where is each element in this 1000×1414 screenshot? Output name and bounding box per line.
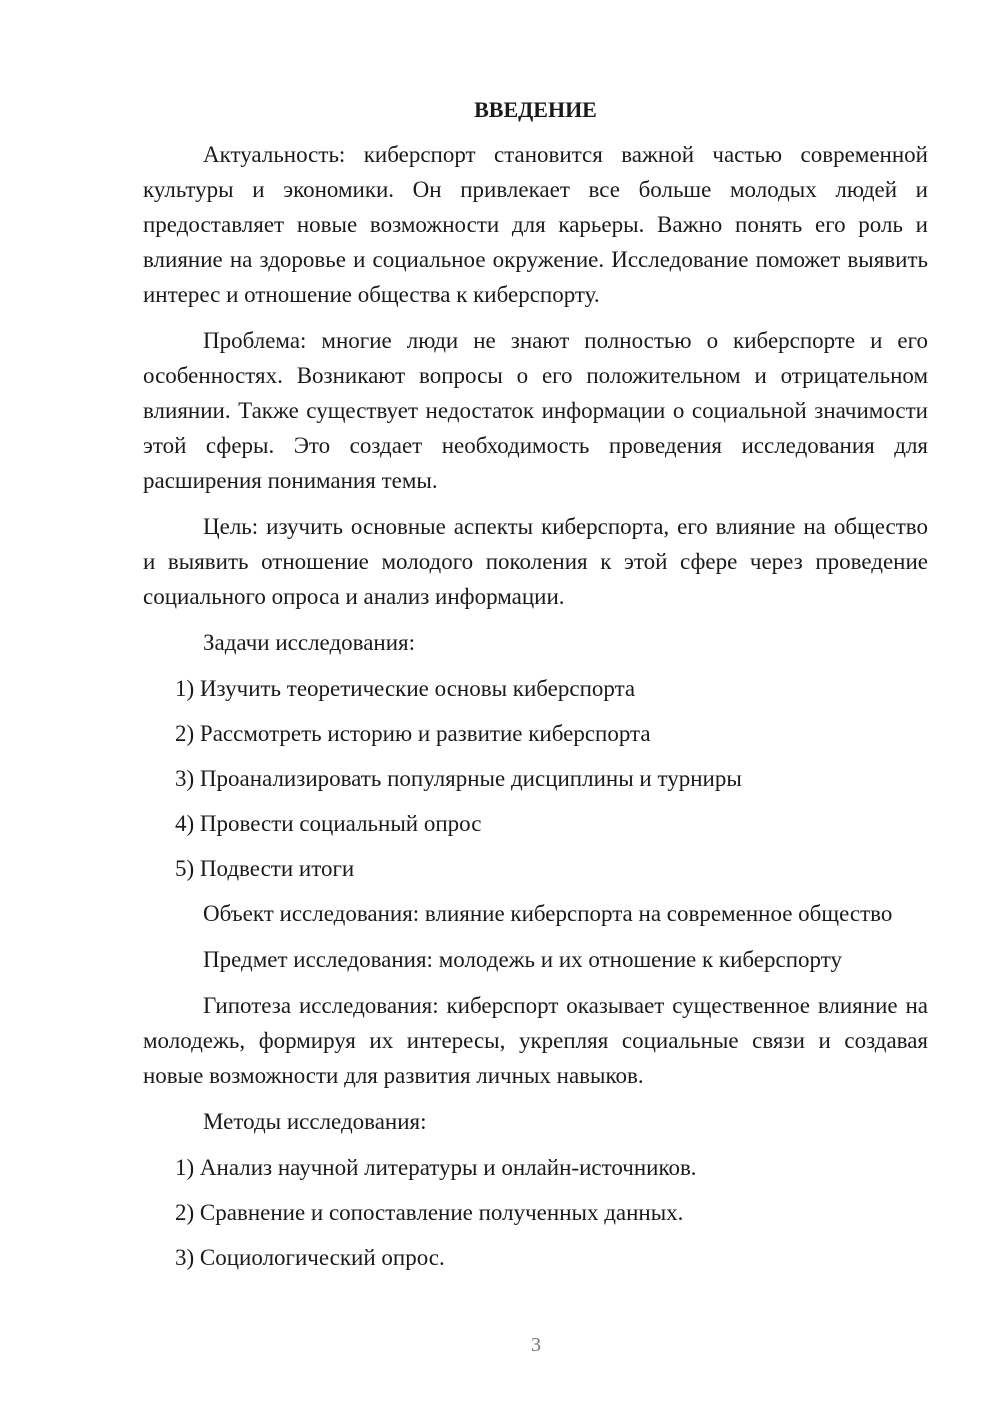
relevance-paragraph: Актуальность: киберспорт становится важной частью современной культуры и экономики. Он привлекает все больше молодых людей и предоставляет новые возможности для карьеры. Важно понять его роль и влияние на здоровье и социальное окружение. Исследование поможет выявить интерес и отношение общества к киберспорту.	[143, 142, 928, 307]
document-page	[143, 92, 928, 1285]
page-title: ВВЕДЕНИЕ	[474, 97, 597, 122]
subject-paragraph: Предмет исследования: молодежь и их отношение к киберспорту	[203, 947, 842, 972]
hypothesis-paragraph: Гипотеза исследования: киберспорт оказывает существенное влияние на молодежь, формируя их интересы, укрепляя социальные связи и создавая новые возможности для развития личных навыков.	[143, 993, 928, 1088]
tasks-heading: Задачи исследования:	[203, 630, 416, 655]
method-item: 3) Социологический опрос.	[175, 1245, 445, 1270]
task-item: 2) Рассмотреть историю и развитие киберспорта	[175, 721, 651, 746]
task-item: 5) Подвести итоги	[175, 856, 355, 881]
goal-paragraph: Цель: изучить основные аспекты киберспорта, его влияние на общество и выявить отношение молодого поколения к этой сфере через проведение социального опроса и анализ информации.	[143, 514, 928, 609]
method-item: 2) Сравнение и сопоставление полученных данных.	[175, 1200, 684, 1225]
task-item: 3) Проанализировать популярные дисциплины и турниры	[175, 766, 742, 791]
methods-heading: Методы исследования:	[203, 1109, 427, 1134]
problem-paragraph: Проблема: многие люди не знают полностью о киберспорте и его особенностях. Возникают вопросы о его положительном и отрицательном влиянии. Также существует недостаток информации о социальной значимости этой сферы. Это создает необходимость проведения исследования для расширения понимания темы.	[143, 328, 928, 493]
object-paragraph: Объект исследования: влияние киберспорта на современное общество	[203, 901, 893, 926]
method-item: 1) Анализ научной литературы и онлайн-источников.	[175, 1155, 697, 1180]
task-item: 1) Изучить теоретические основы киберспорта	[175, 676, 636, 701]
task-item: 4) Провести социальный опрос	[175, 811, 482, 836]
page-number: 3	[531, 1334, 541, 1356]
